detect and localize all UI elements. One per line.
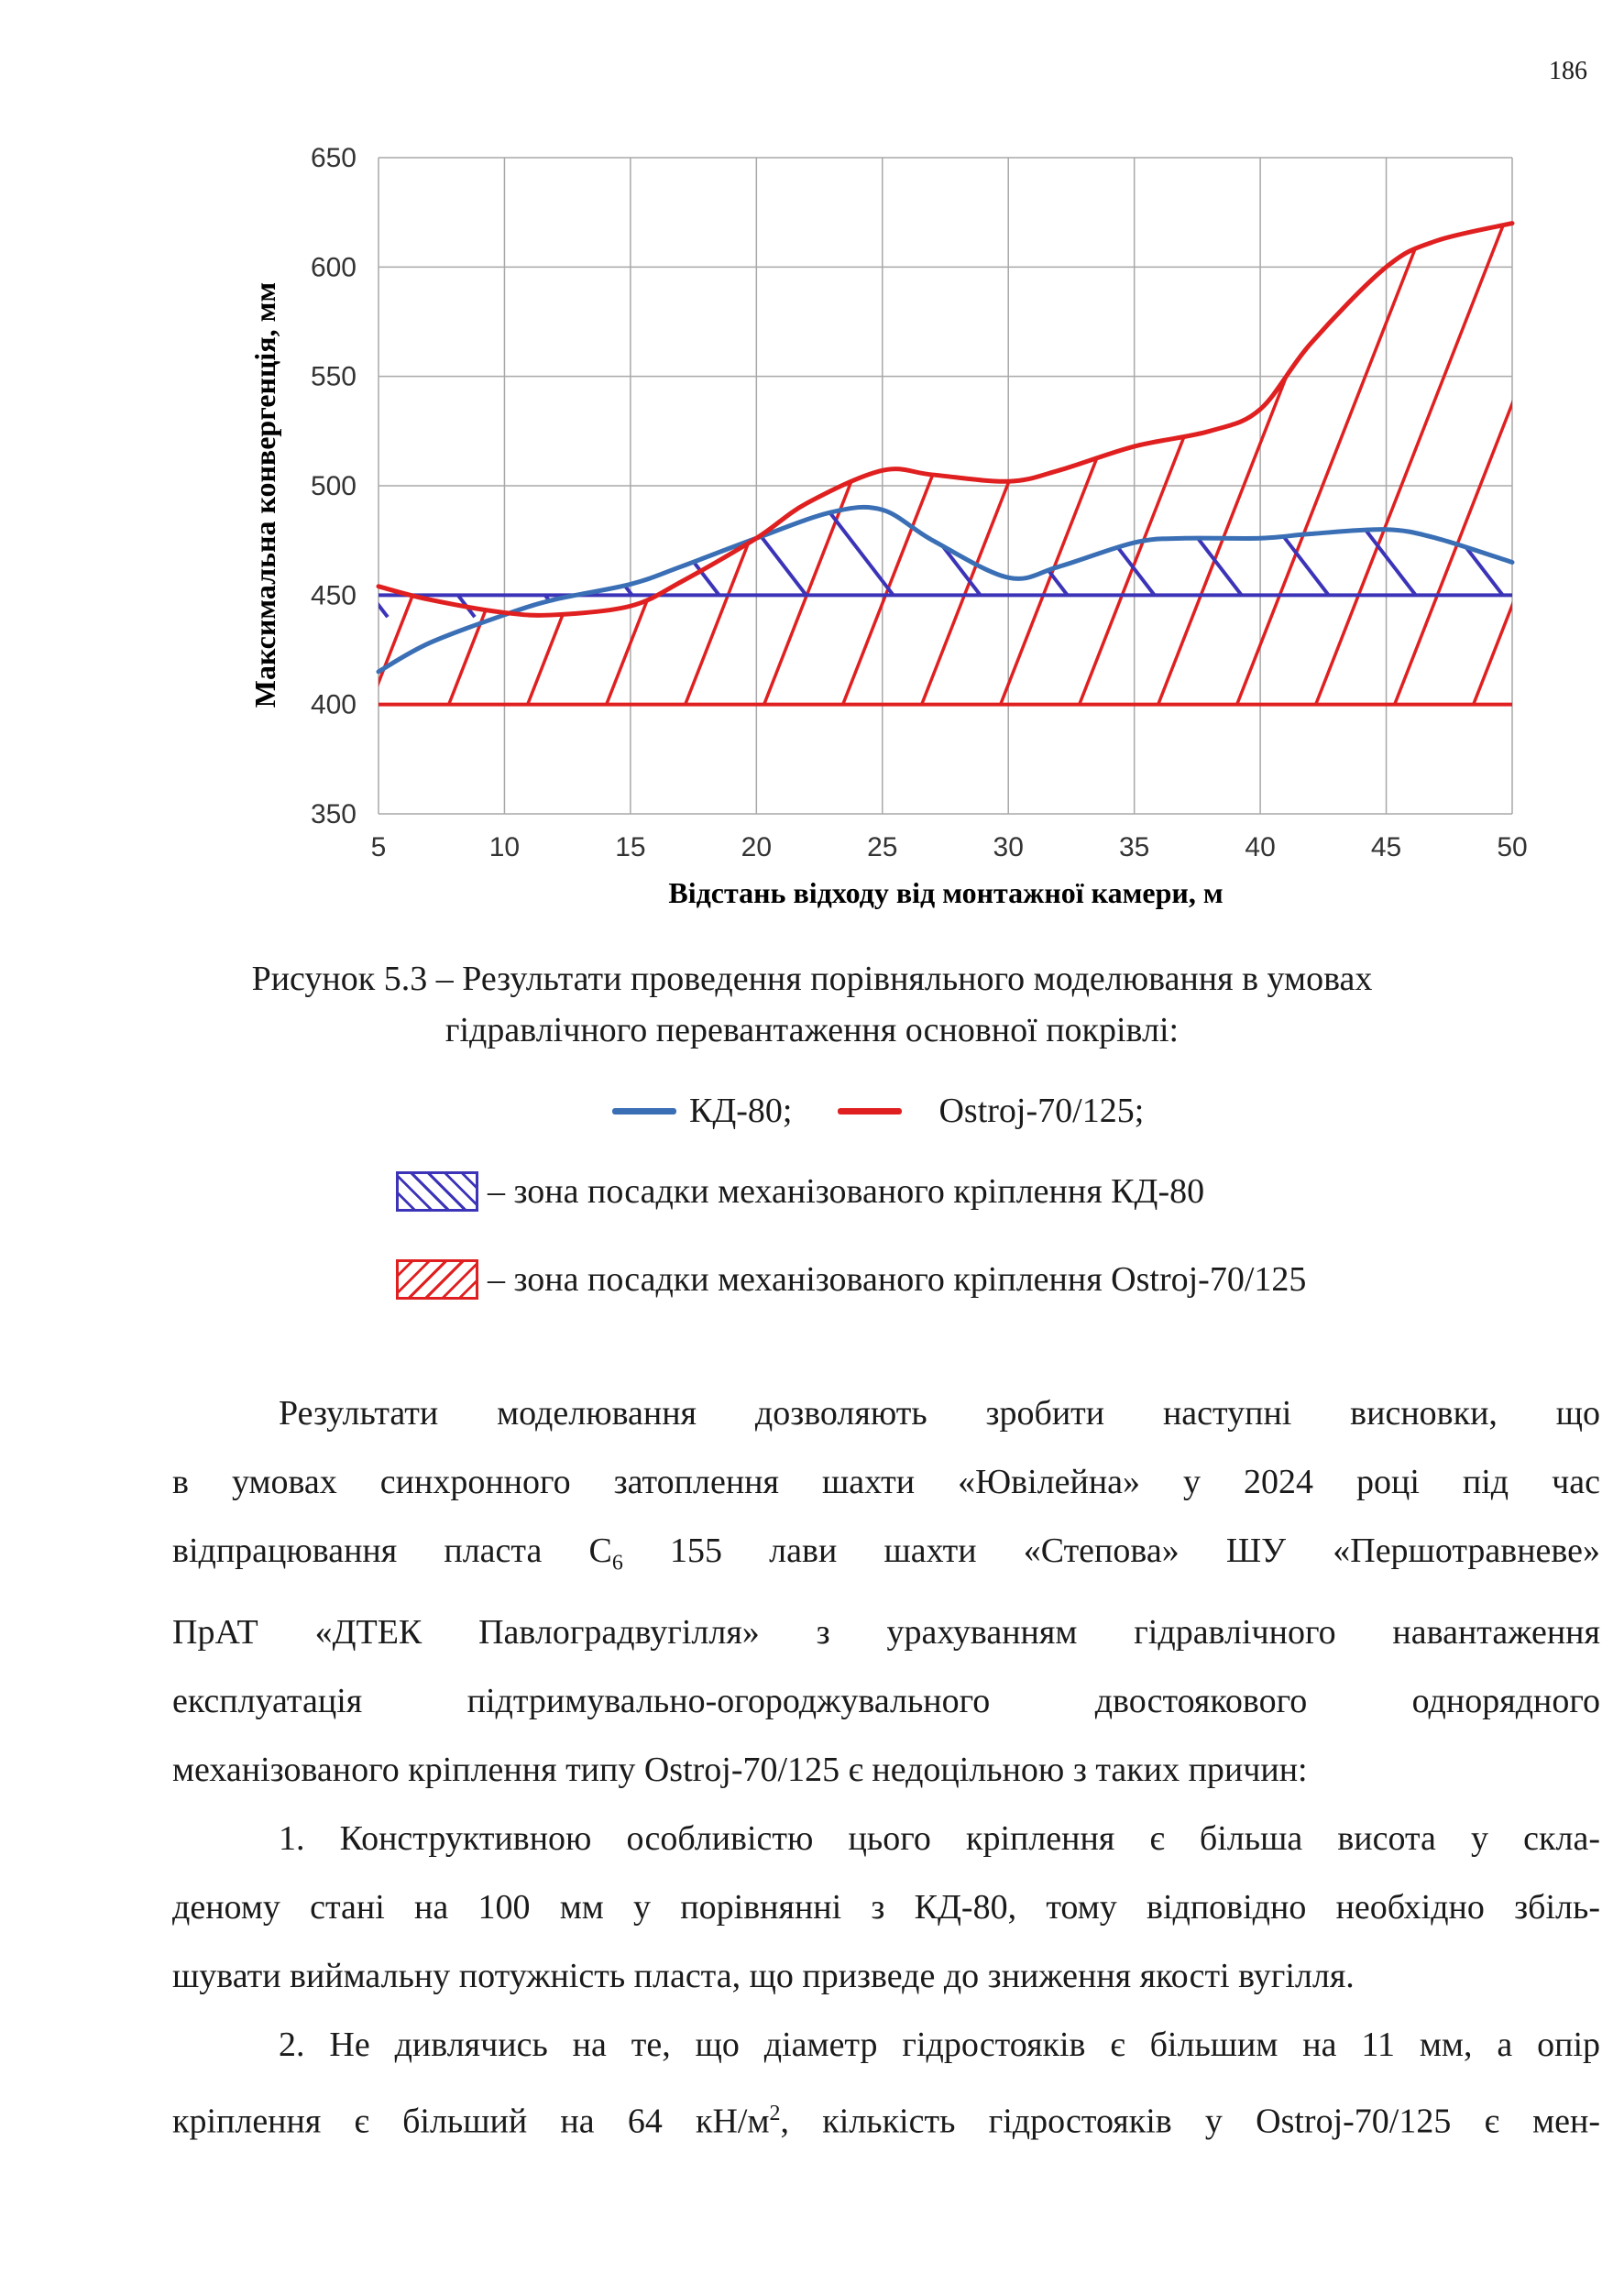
y-tick-label-450: 450 bbox=[310, 580, 357, 611]
paragraph-1-line-2: в умовах синхронного затоплення шахти «Ювілейна» у 2024 році під час bbox=[172, 1463, 1600, 1501]
legend-kd80-label: КД-80; bbox=[689, 1092, 793, 1130]
legend-zone-kd80 bbox=[396, 1171, 1204, 1212]
body-text bbox=[172, 1379, 1600, 2156]
p1-l3-sub: 6 bbox=[611, 1551, 623, 1576]
hatch-red-stroke bbox=[1509, 158, 1624, 814]
hatch-red-stroke bbox=[91, 158, 347, 814]
x-tick-label-20: 20 bbox=[741, 832, 773, 862]
paragraph-1-line-1: Результати моделювання дозволяють зробити наступні висновки, що bbox=[279, 1394, 1600, 1433]
hatch-blue-stroke bbox=[1419, 486, 1520, 617]
kd80-hatch-swatch bbox=[396, 1171, 478, 1212]
x-tick-label-45: 45 bbox=[1370, 832, 1402, 862]
y-axis-label: Максимальна конвергенція, мм bbox=[248, 281, 281, 708]
y-tick-label-350: 350 bbox=[310, 799, 357, 829]
y-tick-label-400: 400 bbox=[310, 689, 357, 720]
hatch-red-stroke bbox=[12, 158, 269, 814]
x-tick-label-25: 25 bbox=[867, 832, 898, 862]
chart-grid bbox=[379, 158, 1512, 814]
chart-tick-labels bbox=[311, 143, 1528, 862]
caption-line-2: гідравлічного перевантаження основної покрівлі: bbox=[444, 1011, 1180, 1049]
hatch-blue-stroke bbox=[1332, 486, 1432, 617]
x-tick-label-5: 5 bbox=[370, 832, 387, 862]
paragraph-2-line-2: деному стані на 100 мм у порівнянні з КД-80, тому відповідно необхідно збіль- bbox=[172, 1887, 1600, 1927]
paragraph-1-line-5: експлуатація підтримувально-огороджувального двостоякового однорядного bbox=[172, 1681, 1600, 1720]
paragraph-2-line-3: шувати виймальну потужність пласта, що призведе до зниження якості вугілля. bbox=[172, 1956, 1355, 1995]
y-tick-label-650: 650 bbox=[310, 143, 357, 173]
paragraph-3-line-2 bbox=[172, 2080, 1600, 2157]
x-tick-label-10: 10 bbox=[488, 832, 521, 862]
legend-ostroj-line bbox=[838, 1108, 902, 1115]
figure-caption bbox=[0, 953, 1624, 1056]
hatch-blue-stroke bbox=[1506, 486, 1607, 617]
p3-l2-a: кріплення є більший на 64 кН/м bbox=[172, 2102, 770, 2141]
y-tick-label-600: 600 bbox=[310, 252, 357, 283]
legend-zone-ostroj-label: – зона посадки механізованого кріплення Ostroj-70/125 bbox=[488, 1260, 1307, 1299]
hatch-blue-stroke bbox=[461, 486, 562, 617]
hatch-blue-stroke bbox=[1158, 486, 1258, 617]
p1-l3-b: 155 лави шахти «Степова» ШУ «Першотравневе» bbox=[622, 1532, 1600, 1570]
x-tick-label-40: 40 bbox=[1245, 832, 1276, 862]
paragraph-1-line-3 bbox=[172, 1517, 1600, 1598]
x-tick-label-15: 15 bbox=[615, 832, 646, 862]
p3-l2-sup: 2 bbox=[769, 2101, 781, 2125]
legend-lines bbox=[612, 1091, 1144, 1131]
x-tick-label-30: 30 bbox=[993, 832, 1024, 862]
kd80-zone-hatch bbox=[287, 486, 1607, 617]
x-axis-label: Відстань відходу від монтажної камери, м bbox=[668, 876, 1223, 909]
convergence-chart bbox=[0, 0, 1624, 935]
paragraph-1-line-6: механізованого кріплення типу Ostroj-70/125 є недоцільною з таких причин: bbox=[172, 1750, 1308, 1789]
y-tick-label-500: 500 bbox=[310, 471, 357, 501]
x-tick-label-35: 35 bbox=[1118, 832, 1150, 862]
paragraph-2-line-1: 1. Конструктивною особливістю цього кріплення є більша висота у скла- bbox=[279, 1818, 1600, 1858]
caption-line-1: Рисунок 5.3 – Результати проведення порівняльного моделювання в умовах bbox=[251, 960, 1373, 998]
legend-ostroj-label: Ostroj-70/125; bbox=[938, 1092, 1145, 1130]
x-tick-label-50: 50 bbox=[1497, 832, 1528, 862]
ostroj-hatch-swatch bbox=[396, 1259, 478, 1300]
legend-zone-ostroj bbox=[396, 1259, 1306, 1300]
p3-l2-b: , кількість гідростояків у Ostroj-70/125 є мен- bbox=[780, 2102, 1600, 2141]
paragraph-3-line-1: 2. Не дивлячись на те, що діаметр гідростояків є більшим на 11 мм, а опір bbox=[279, 2025, 1600, 2064]
page-number: 186 bbox=[1549, 57, 1587, 85]
p1-l3-a: відпрацювання пласта С bbox=[172, 1532, 612, 1570]
legend-kd80-line bbox=[612, 1108, 676, 1115]
paragraph-1-line-4: ПрАТ «ДТЕК Павлоградвугілля» з урахуванням гідравлічного навантаження bbox=[172, 1612, 1600, 1652]
legend-zone-kd80-label: – зона посадки механізованого кріплення КД-80 bbox=[488, 1172, 1205, 1211]
chart-series bbox=[379, 224, 1512, 672]
series-line-ostroj bbox=[379, 224, 1512, 616]
y-tick-label-550: 550 bbox=[310, 361, 357, 392]
